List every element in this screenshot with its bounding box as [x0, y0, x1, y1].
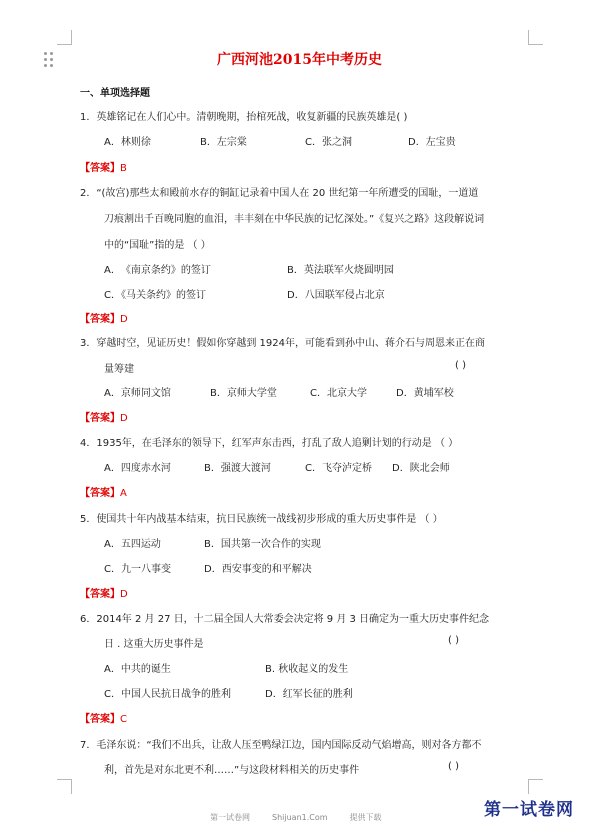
- page-corner-mark: [57, 779, 72, 794]
- answer-value: B: [120, 163, 127, 174]
- page-corner-mark: [528, 30, 543, 45]
- question-4-option-b: B．强渡大渡河: [204, 463, 271, 474]
- question-4-answer: [80, 484, 127, 499]
- question-6-option-a: A．中共的诞生: [104, 664, 171, 675]
- document-title: 广西河池2015年中考历史: [217, 52, 382, 68]
- question-7-text-line-2: 利，首先是对东北更不利……”与这段材料相关的历史事件: [104, 765, 360, 776]
- question-2-option-d: D．八国联军侵占北京: [287, 290, 385, 301]
- answer-value: D: [120, 314, 128, 325]
- question-3-option-d: D．黄埔军校: [396, 388, 454, 399]
- question-4-option-a: A．四度赤水河: [104, 463, 171, 474]
- question-3-answer-blank: ( ): [455, 360, 466, 371]
- answer-value: A: [120, 488, 127, 499]
- question-4-option-c: C．飞夺泸定桥: [305, 463, 372, 474]
- question-6-answer-blank: ( ): [448, 635, 459, 646]
- question-2-option-c: C．《马关条约》的签订: [104, 290, 206, 301]
- question-3-option-a: A．京师同文馆: [104, 388, 171, 399]
- question-4-text: 4．1935年，在毛泽东的领导下，红军声东击西，打乱了敌人追剿计划的行动是 （ ）: [80, 438, 459, 449]
- question-6-option-c: C．中国人民抗日战争的胜利: [104, 689, 231, 700]
- page-footer: [210, 812, 404, 823]
- question-6-option-d: D．红军长征的胜利: [265, 689, 353, 700]
- question-2-option-a: A． 《南京条约》的签订: [104, 265, 211, 276]
- question-3-option-c: C．北京大学: [310, 388, 367, 399]
- question-3-text-line-2: 量筹建: [104, 364, 134, 375]
- question-3-option-b: B．京师大学堂: [210, 388, 277, 399]
- question-7-text-line-1: 7．毛泽东说：“我们不出兵，让敌人压至鸭绿江边，国内国际反动气焰增高，则对各方都不: [80, 740, 482, 751]
- answer-label: 【答案】: [80, 413, 120, 424]
- question-2-answer: [80, 310, 128, 325]
- question-6-answer: [80, 710, 127, 725]
- watermark-logo: 第一试卷网: [484, 800, 574, 820]
- answer-value: D: [120, 413, 128, 424]
- question-3-text-line-1: 3．穿越时空，见证历史！假如你穿越到 1924年，可能看到孙中山、蒋介石与周恩来正在商: [80, 338, 485, 349]
- question-5-option-a: A．五四运动: [104, 539, 161, 550]
- question-2-text-line-1: 2．“(故宫)那些太和殿前水存的铜缸记录着中国人在 20 世纪第一年所遭受的国耻，一道道: [80, 188, 479, 199]
- answer-value: C: [120, 714, 127, 725]
- answer-label: 【答案】: [80, 589, 120, 600]
- question-5-answer: [80, 585, 128, 600]
- question-7-answer-blank: ( ): [448, 761, 459, 772]
- question-2-option-b: B．英法联军火烧圆明园: [287, 265, 394, 276]
- answer-label: 【答案】: [80, 714, 120, 725]
- question-6-text-line-1: 6．2014年 2 月 27 日，十二届全国人大常委会决定将 9 月 3 日确定为一重大历史事件纪念: [80, 614, 490, 625]
- question-5-option-d: D．西安事变的和平解决: [204, 564, 312, 575]
- page-corner-mark: [57, 30, 72, 45]
- question-1-option-d: D．左宝贵: [408, 137, 456, 148]
- footer-provide-text: 提供下载: [349, 813, 382, 822]
- question-2-text-line-2: 刀痕割出千百晚同胞的血泪，丰丰刻在中华民族的记忆深处。”《复兴之路》这段解说词: [104, 214, 485, 225]
- question-5-text: 5．使国共十年内战基本结束，抗日民族统一战线初步形成的重大历史事件是 （ ）: [80, 514, 443, 525]
- question-5-option-c: C．九一八事变: [104, 564, 171, 575]
- footer-site-name: 第一试卷网: [210, 813, 250, 822]
- question-2-text-line-3: 中的“国耻”指的是 （ ）: [104, 240, 211, 251]
- question-1-answer: [80, 159, 127, 174]
- question-6-text-line-2: 日 . 这重大历史事件是: [104, 639, 204, 650]
- answer-value: D: [120, 589, 128, 600]
- answer-label: 【答案】: [80, 488, 120, 499]
- question-1-text: 1．英雄铭记在人们心中。清朝晚期，抬棺死战，收复新疆的民族英雄是( ): [80, 112, 408, 123]
- question-4-option-d: D．陕北会师: [392, 463, 450, 474]
- answer-label: 【答案】: [80, 163, 120, 174]
- question-5-option-b: B．国共第一次合作的实现: [204, 539, 321, 550]
- question-1-option-c: C．张之洞: [305, 137, 352, 148]
- question-3-answer: [80, 409, 128, 424]
- question-6-option-b: B. 秋收起义的发生: [265, 664, 349, 675]
- question-1-option-b: B．左宗棠: [200, 137, 247, 148]
- answer-label: 【答案】: [80, 314, 120, 325]
- footer-site-url[interactable]: Shijuan1.Com: [272, 813, 328, 822]
- question-1-option-a: A．林则徐: [104, 137, 151, 148]
- page-corner-mark: [528, 779, 543, 794]
- section-heading: 一、单项选择题: [80, 88, 150, 99]
